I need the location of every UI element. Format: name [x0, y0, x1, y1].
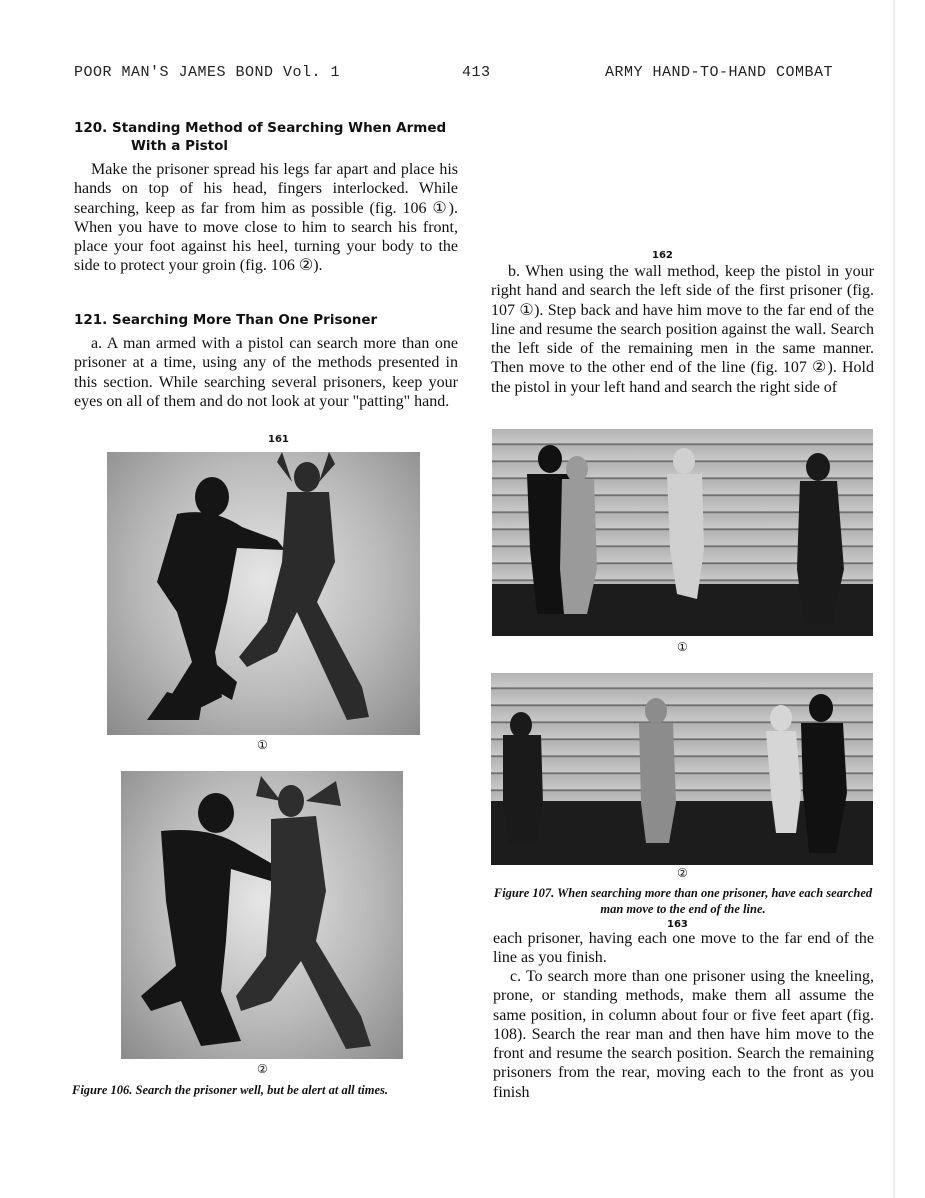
section-120-body: Make the prisoner spread his legs far apart and place his hands on top of his head, fingers interlocked. While searching, keep as far from him as possible (fig. 106 ①). When you have to move close to him to search his front, place your foot against his heel, turning your body to the side to protect your groin (fig. 106 ②).	[74, 161, 458, 275]
page-marker-161: 161	[268, 434, 289, 445]
page-marker-162: 162	[652, 250, 673, 261]
figure-107-photo-2-label: ②	[677, 866, 688, 880]
figure-106-photo-2-label: ②	[257, 1062, 268, 1076]
running-header-left: POOR MAN'S JAMES BOND Vol. 1	[74, 64, 341, 81]
section-120-heading-line2: With a Pistol	[131, 138, 229, 154]
section-120-heading	[74, 119, 464, 155]
figure-107-photo-1-label: ①	[677, 640, 688, 654]
section-121-para-b-continued: each prisoner, having each one move to the far end of the line as you finish.	[493, 930, 874, 967]
page-edge-shadow	[893, 0, 895, 1198]
page-number: 413	[462, 64, 491, 81]
section-120-heading-line1: 120. Standing Method of Searching When Armed	[74, 120, 447, 136]
figure-106-photo-1-figures	[107, 452, 420, 735]
figure-107-caption: Figure 107. When searching more than one prisoner, have each searched man move to the end of the line.	[493, 886, 873, 916]
figure-107-photo-1	[492, 429, 873, 636]
figure-106-photo-2-figures	[121, 771, 403, 1059]
figure-106-photo-1-label: ①	[257, 738, 268, 752]
figure-106-caption: Figure 106. Search the prisoner well, but be alert at all times.	[72, 1083, 388, 1097]
section-121-para-b: b. When using the wall method, keep the pistol in your right hand and search the left side of the first prisoner (fig. 107 ①). Step back and have him move to the far end of the line and resume the search position against the wall. Search the left side of the remaining men in the same manner. Then move to the other end of the line (fig. 107 ②). Hold the pistol in your left hand and search the right side of	[491, 263, 874, 396]
figure-106-photo-2	[121, 771, 403, 1059]
figure-106-photo-1	[107, 452, 420, 735]
figure-107-photo-2	[491, 673, 873, 865]
page-marker-163: 163	[667, 919, 688, 930]
figure-107-photo-1-figures	[492, 429, 873, 636]
figure-107-photo-2-figures	[491, 673, 873, 865]
section-121-para-a: a. A man armed with a pistol can search more than one prisoner at a time, using any of the methods presented in this section. While searching several prisoners, keep your eyes on all of them and do not look at your "patting" hand.	[74, 335, 458, 410]
section-121-heading: 121. Searching More Than One Prisoner	[74, 312, 378, 328]
running-header-right: ARMY HAND-TO-HAND COMBAT	[605, 64, 834, 81]
section-121-para-c: c. To search more than one prisoner using the kneeling, prone, or standing methods, make them all assume the same position, in column about four or five feet apart (fig. 108). Search the rear man and then have him move to the front and resume the search position. Search the remaining prisoners from the rear, moving each to the front as you finish	[493, 968, 874, 1101]
